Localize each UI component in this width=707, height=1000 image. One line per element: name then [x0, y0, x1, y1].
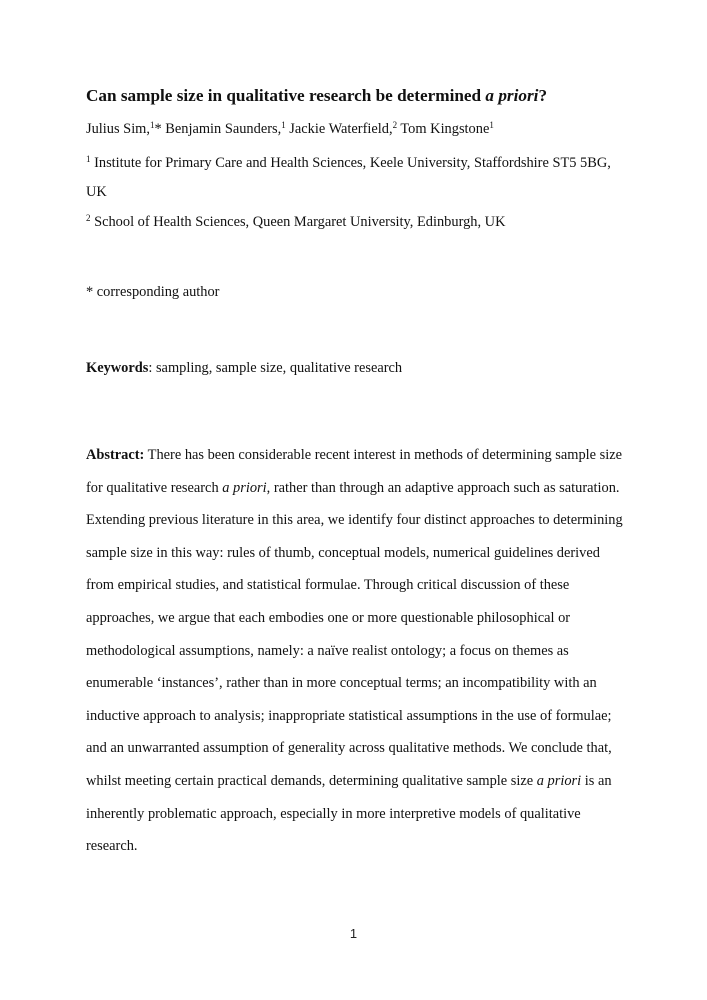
- page-number: 1: [349, 926, 358, 941]
- affiliation-number: 1: [86, 154, 91, 164]
- abstract-line: methodological assumptions, namely: a naïve realist ontology; a focus on themes as: [86, 642, 569, 659]
- author-affiliation-marker: 1: [489, 120, 494, 130]
- abstract-line: from empirical studies, and statistical formulae. Through critical discussion of these: [86, 577, 570, 594]
- abstract-label: Abstract:: [86, 447, 145, 463]
- abstract-line: inductive approach to analysis; inappropriate statistical assumptions in the use of formulae;: [86, 707, 612, 724]
- abstract-text: whilst meeting certain practical demands, determining qualitative sample size: [86, 772, 537, 789]
- affiliation-2: [86, 214, 505, 231]
- abstract-line: [86, 446, 626, 479]
- abstract-line: Extending previous literature in this area, we identify four distinct approaches to determining: [86, 512, 623, 529]
- corresponding-marker: *: [154, 121, 162, 137]
- keywords-label: Keywords: [86, 360, 149, 376]
- title-text: Can sample size in qualitative research be determined: [86, 86, 486, 105]
- affiliation-text: Institute for Primary Care and Health Sciences, Keele University, Staffordshire ST5 5BG,: [90, 155, 611, 171]
- keywords-text: : sampling, sample size, qualitative research: [148, 360, 403, 376]
- author-list: [86, 121, 494, 138]
- affiliation-number: 2: [86, 213, 91, 223]
- paper-title: [86, 86, 547, 106]
- abstract-text: is an: [581, 772, 612, 789]
- abstract-text: There has been considerable recent interest in methods of determining sample size: [144, 447, 622, 463]
- abstract-line: [86, 479, 626, 512]
- author-affiliation-marker: 1: [149, 120, 155, 130]
- author-affiliation-marker: 2: [392, 120, 398, 130]
- abstract-line: enumerable ‘instances’, rather than in more conceptual terms; an incompatibility with an: [86, 675, 597, 692]
- affiliation-text: School of Health Sciences, Queen Margaret University, Edinburgh, UK: [90, 214, 506, 230]
- affiliation-1: [86, 155, 611, 172]
- abstract-line: [86, 772, 626, 805]
- abstract-line: inherently problematic approach, especially in more interpretive models of qualitative: [86, 805, 581, 822]
- keywords: [86, 360, 402, 377]
- author-name: Jackie Waterfield,: [285, 121, 393, 137]
- author-name: Julius Sim,: [86, 121, 150, 137]
- author-name: Tom Kingstone: [397, 121, 490, 137]
- abstract-line: approaches, we argue that each embodies one or more questionable philosophical or: [86, 609, 571, 626]
- abstract-line: sample size in this way: rules of thumb, conceptual models, numerical guidelines derived: [86, 544, 600, 561]
- abstract: [86, 446, 626, 870]
- abstract-line: research.: [86, 838, 138, 855]
- abstract-italic: a priori: [536, 772, 582, 789]
- affiliation-1-continued: UK: [86, 184, 107, 200]
- author-affiliation-marker: 1: [281, 120, 286, 130]
- author-name: Benjamin Saunders,: [161, 121, 282, 137]
- title-italic: a priori: [485, 86, 539, 105]
- abstract-text: for qualitative research: [86, 479, 223, 496]
- abstract-italic: a priori: [222, 479, 267, 496]
- corresponding-author-note: * corresponding author: [86, 284, 220, 300]
- abstract-line: and an unwarranted assumption of generality across qualitative methods. We conclude that,: [86, 740, 612, 757]
- title-end: ?: [538, 86, 548, 105]
- abstract-text: , rather than through an adaptive approach such as saturation.: [266, 479, 620, 496]
